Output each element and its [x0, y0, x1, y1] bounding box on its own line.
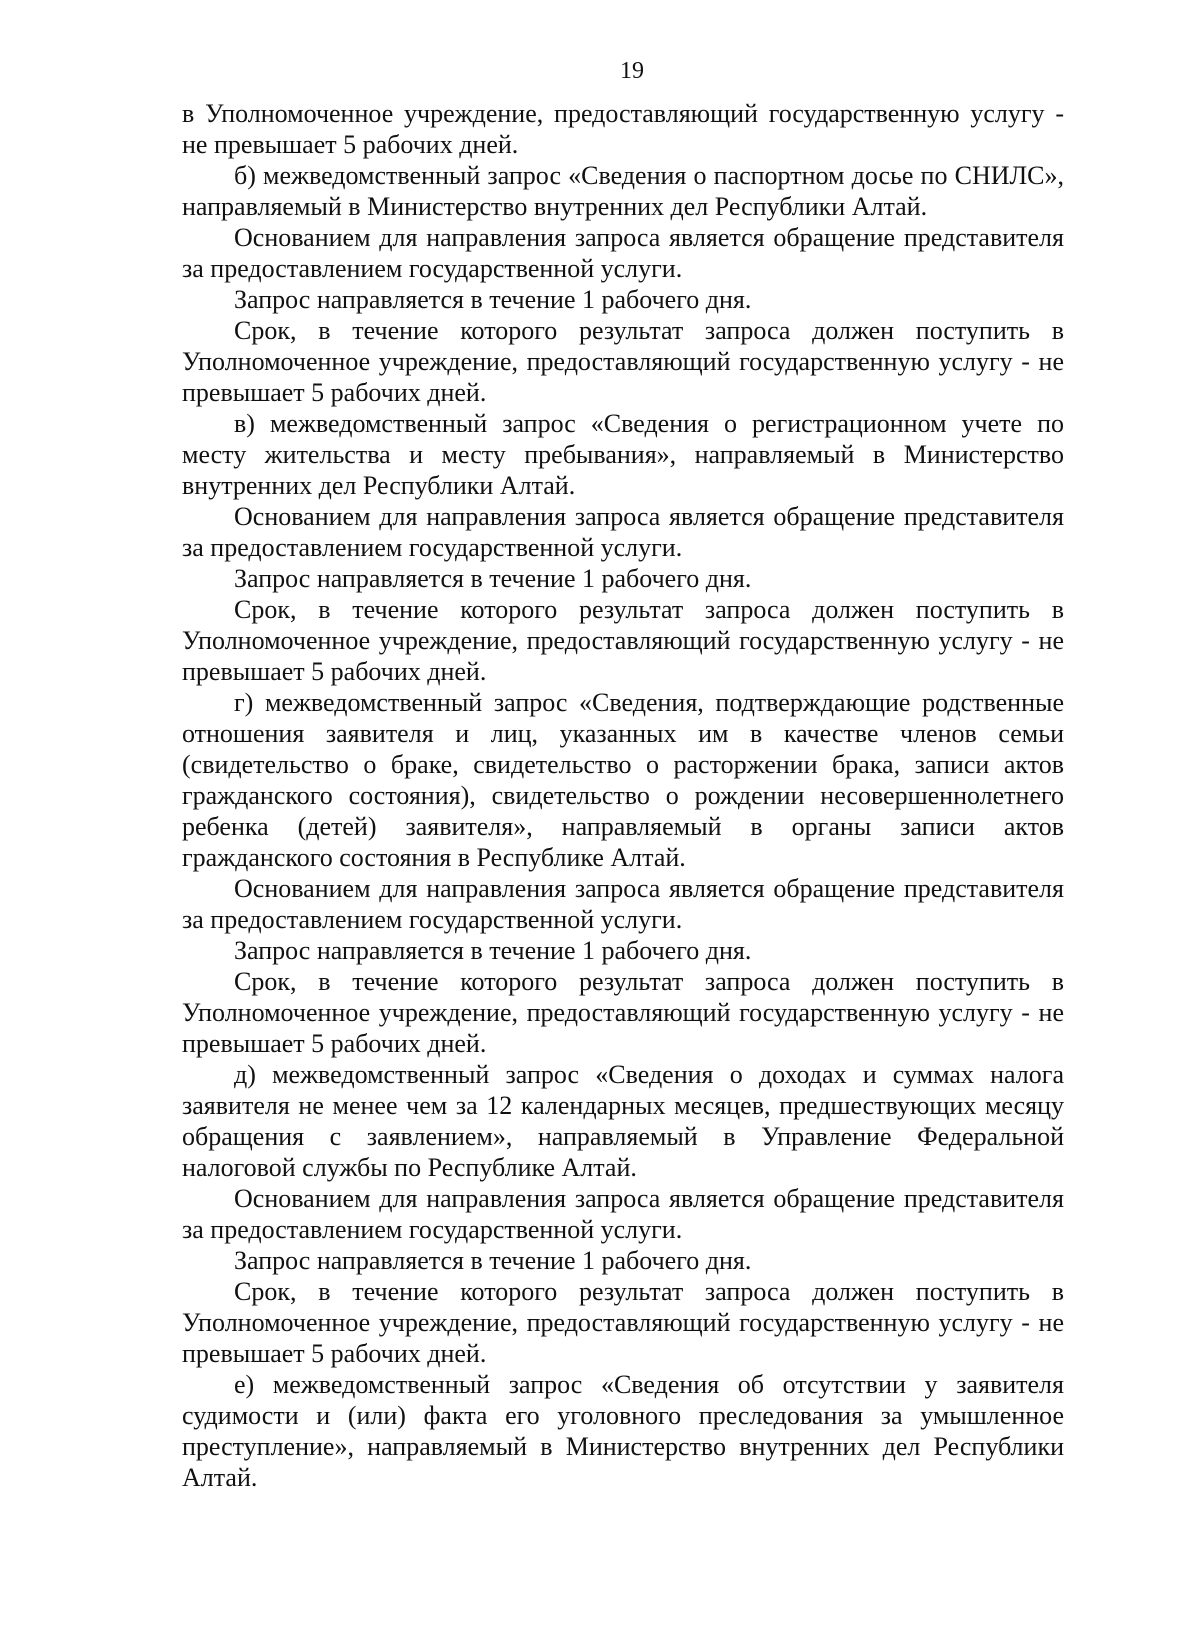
paragraph: Запрос направляется в течение 1 рабочего дня. — [234, 936, 752, 965]
paragraph: Срок, в течение которого результат запроса должен поступить в Уполномоченное учреждение, предоставляющий государственную услугу - не превышает 5 рабочих дней. — [182, 1277, 1064, 1368]
paragraph: Основанием для направления запроса является обращение представителя за предоставлением государственной услуги. — [182, 1184, 1064, 1244]
paragraph: Запрос направляется в течение 1 рабочего дня. — [234, 285, 752, 314]
paragraph: д) межведомственный запрос «Сведения о доходах и суммах налога заявителя не менее чем за 12 календарных месяцев, предшествующих месяцу обращения с заявлением», направляемый в Управление Федеральной налоговой службы по Республике Алтай. — [182, 1060, 1064, 1182]
paragraph: Основанием для направления запроса является обращение представителя за предоставлением государственной услуги. — [182, 223, 1064, 283]
paragraph: Основанием для направления запроса является обращение представителя за предоставлением государственной услуги. — [182, 502, 1064, 562]
paragraph: в Уполномоченное учреждение, предоставляющий государственную услугу - не превышает 5 рабочих дней. — [182, 99, 1064, 159]
paragraph: Запрос направляется в течение 1 рабочего дня. — [234, 564, 752, 593]
paragraph: б) межведомственный запрос «Сведения о паспортном досье по СНИЛС», направляемый в Министерство внутренних дел Республики Алтай. — [182, 161, 1064, 221]
document-body — [182, 98, 1064, 1493]
paragraph: в) межведомственный запрос «Сведения о регистрационном учете по месту жительства и месту пребывания», направляемый в Министерство внутренних дел Республики Алтай. — [182, 409, 1064, 500]
paragraph: Срок, в течение которого результат запроса должен поступить в Уполномоченное учреждение, предоставляющий государственную услугу - не превышает 5 рабочих дней. — [182, 316, 1064, 407]
page-number: 19 — [620, 58, 644, 84]
paragraph: Срок, в течение которого результат запроса должен поступить в Уполномоченное учреждение, предоставляющий государственную услугу - не превышает 5 рабочих дней. — [182, 967, 1064, 1058]
paragraph: Срок, в течение которого результат запроса должен поступить в Уполномоченное учреждение, предоставляющий государственную услугу - не превышает 5 рабочих дней. — [182, 595, 1064, 686]
paragraph: г) межведомственный запрос «Сведения, подтверждающие родственные отношения заявителя и лиц, указанных им в качестве членов семьи (свидетельство о браке, свидетельство о расторжении брака, записи актов гражданского состояния), свидетельство о рождении несовершеннолетнего ребенка (детей) заявителя», направляемый в органы записи актов гражданского состояния в Республике Алтай. — [182, 688, 1064, 872]
paragraph: Основанием для направления запроса является обращение представителя за предоставлением государственной услуги. — [182, 874, 1064, 934]
paragraph: е) межведомственный запрос «Сведения об отсутствии у заявителя судимости и (или) факта его уголовного преследования за умышленное преступление», направляемый в Министерство внутренних дел Республики Алтай. — [182, 1370, 1064, 1492]
paragraph: Запрос направляется в течение 1 рабочего дня. — [234, 1246, 752, 1275]
